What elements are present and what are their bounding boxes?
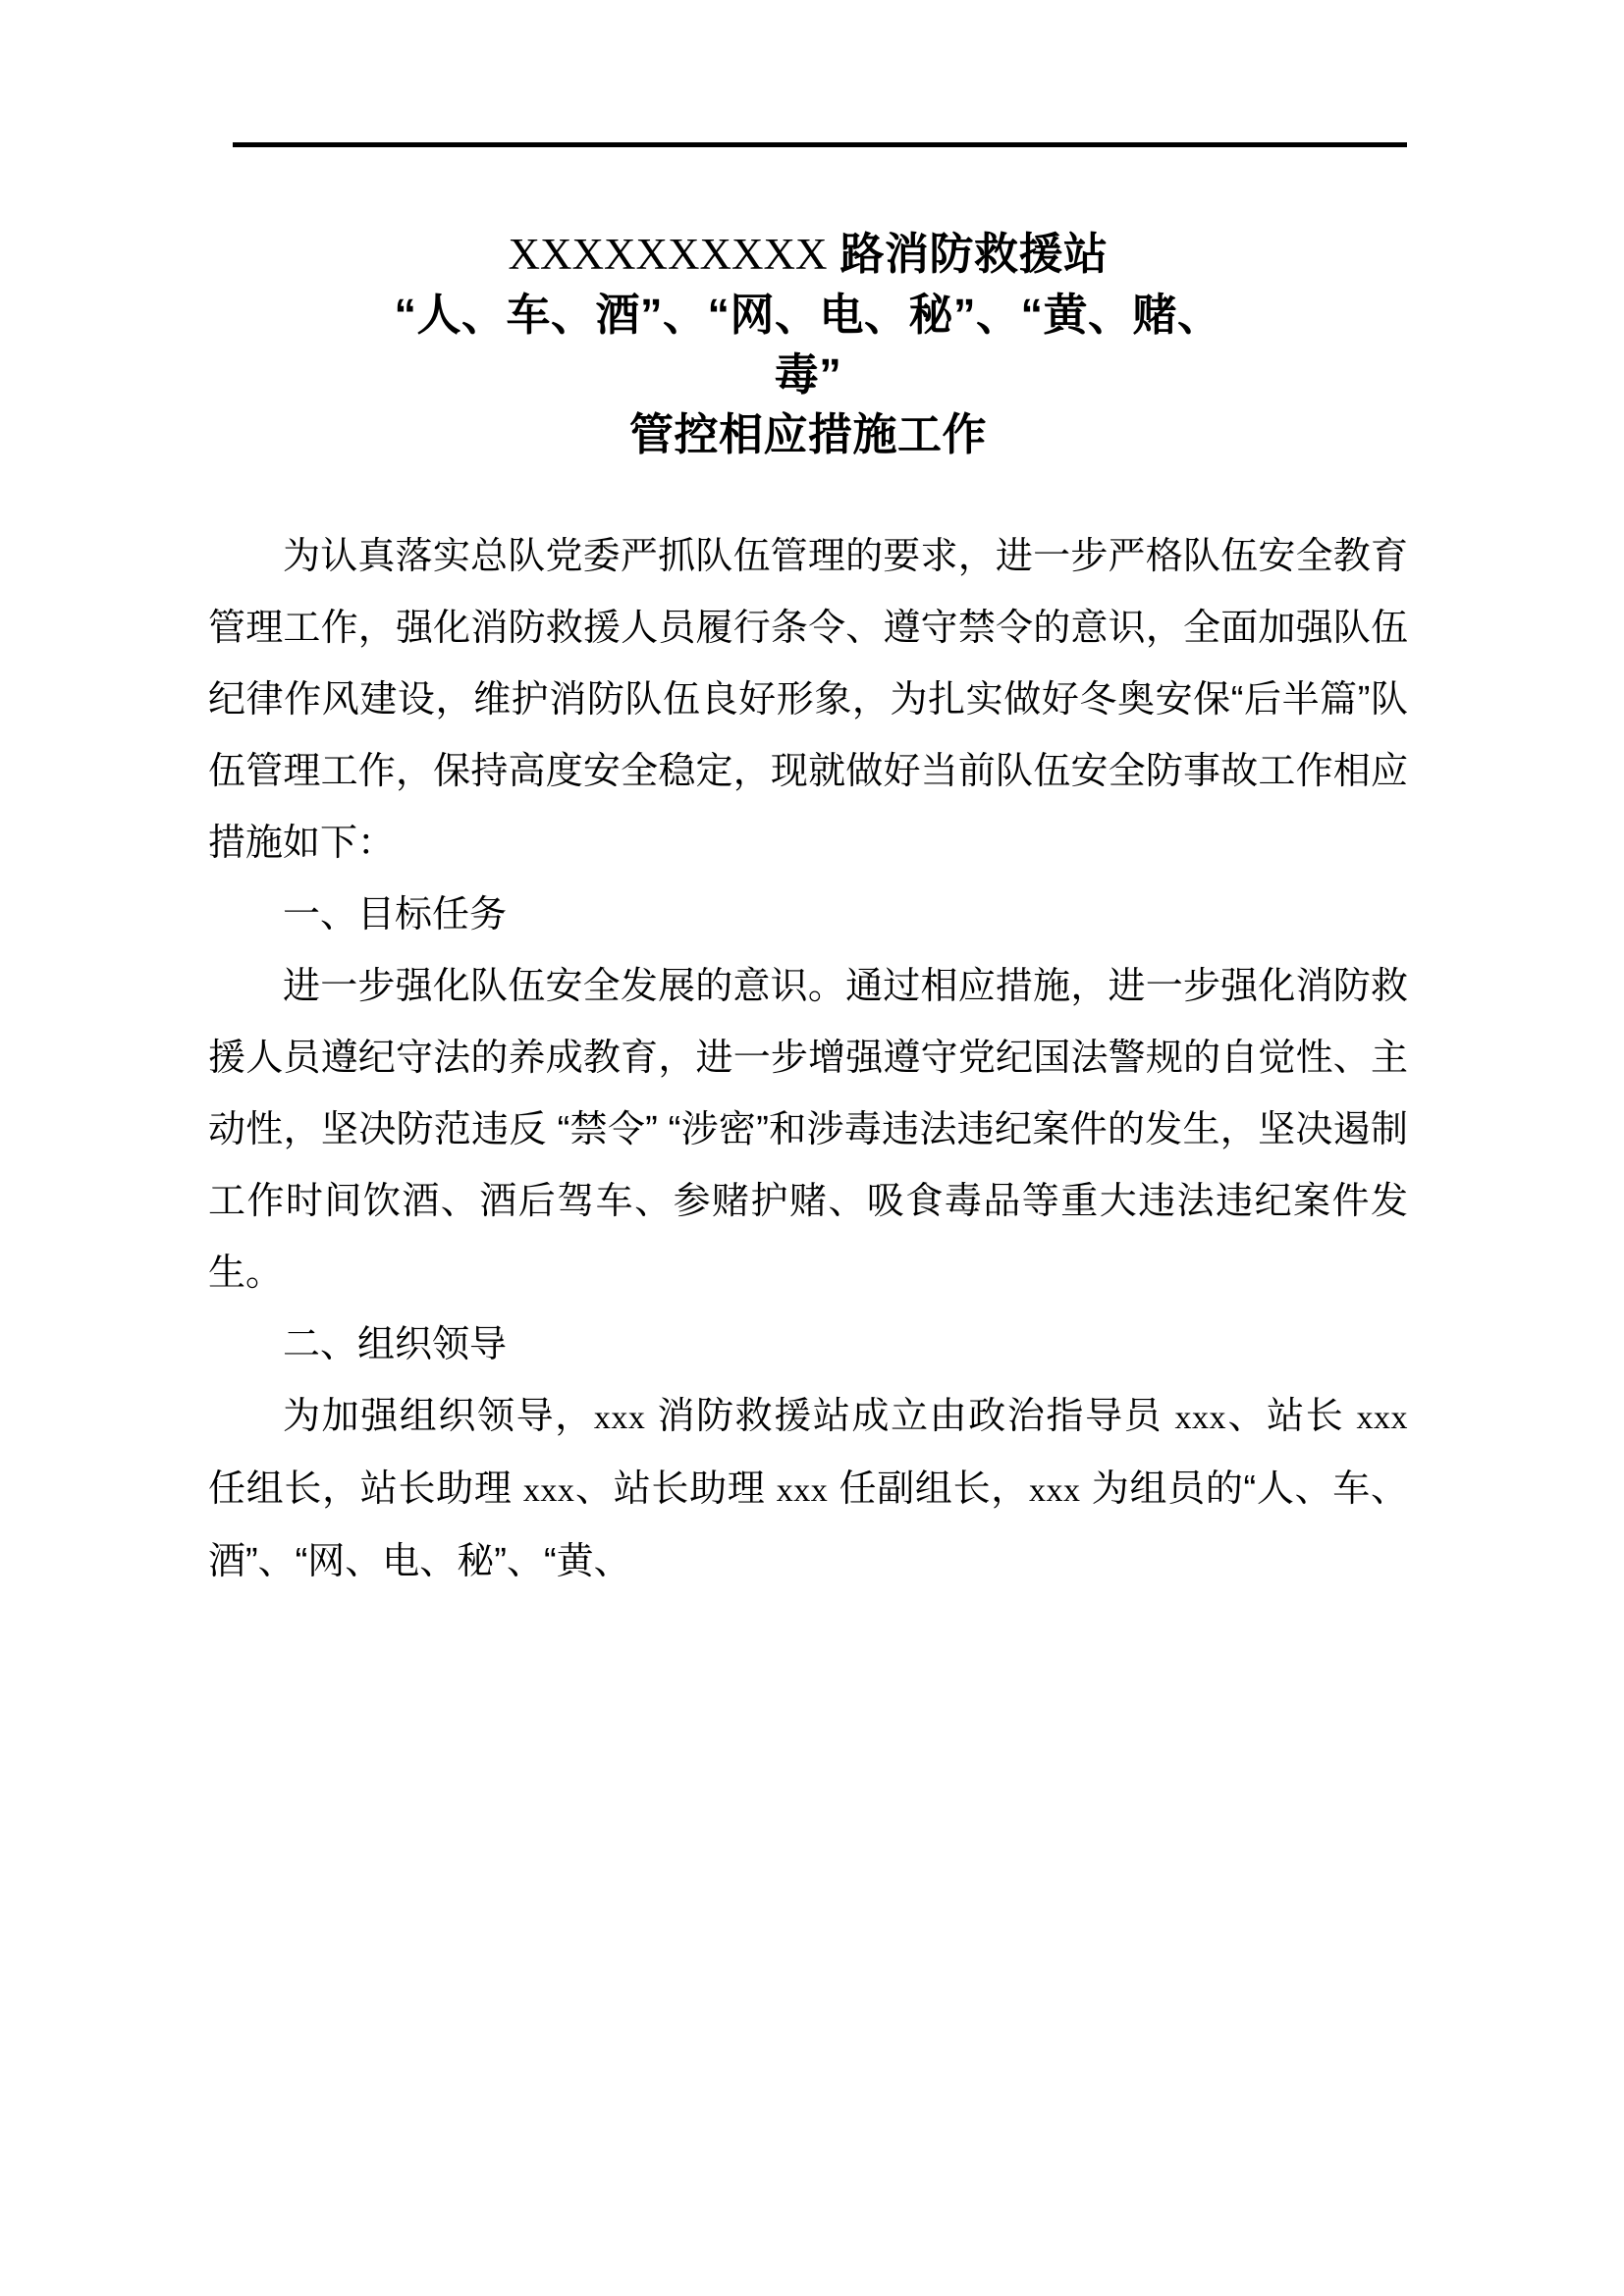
title-line-1-placeholder: XXXXXXXXXX: [508, 230, 828, 279]
header-rule-divider: [233, 142, 1407, 147]
title-line-4: 管控相应措施工作: [628, 409, 987, 459]
inline-text: 、站长助理: [574, 1468, 777, 1510]
inline-placeholder: xxx: [1029, 1472, 1081, 1509]
inline-placeholder: xxx: [593, 1400, 646, 1436]
inline-text: 为加强组织领导，: [283, 1396, 594, 1437]
section-heading-1: 一、目标任务: [283, 894, 508, 935]
paragraph-section-2: [208, 1381, 1408, 1598]
document-title-block: [208, 224, 1408, 464]
inline-placeholder: xxx: [1174, 1400, 1226, 1436]
title-line-3: 毒”: [774, 349, 842, 400]
title-line-2: “人、车、酒”、“网、电、秘”、“黄、赌、: [394, 290, 1222, 340]
document-content: [208, 191, 1408, 1598]
inline-text: 消防救援站成立由政治指导员: [645, 1396, 1175, 1437]
inline-placeholder: xxx: [1356, 1400, 1408, 1436]
inline-placeholder: xxx: [522, 1472, 575, 1509]
inline-text: 为组员的“人、车、酒”、“网、电、秘”、“黄、: [208, 1468, 1408, 1582]
inline-text: 、站长: [1225, 1396, 1357, 1437]
inline-text: 任副组长，: [828, 1468, 1030, 1510]
inline-text: 任组长，站长助理: [208, 1468, 523, 1510]
paragraph-intro: 为认真落实总队党委严抓队伍管理的要求，进一步严格队伍安全教育管理工作，强化消防救援人员履行条令、遵守禁令的意识，全面加强队伍纪律作风建设，维护消防队伍良好形象，为扎实做好冬奥安保“后半篇”队伍管理工作，保持高度安全稳定，现就做好当前队伍安全防事故工作相应措施如下：: [208, 536, 1408, 864]
inline-placeholder: xxx: [776, 1472, 829, 1509]
title-line-1-text: 路消防救援站: [827, 229, 1109, 279]
paragraph-section-1: 进一步强化队伍安全发展的意识。通过相应措施，进一步强化消防救援人员遵纪守法的养成教育，进一步增强遵守党纪国法警规的自觉性、主动性，坚决防范违反 “禁令” “涉密”和涉毒违法违纪案件的发生，坚决遏制工作时间饮酒、酒后驾车、参赌护赌、吸食毒品等重大违法违纪案件发生。: [208, 966, 1408, 1294]
title-line-1: [208, 224, 1408, 285]
section-heading-2: 二、组织领导: [283, 1324, 508, 1365]
page-header: [0, 0, 1624, 147]
